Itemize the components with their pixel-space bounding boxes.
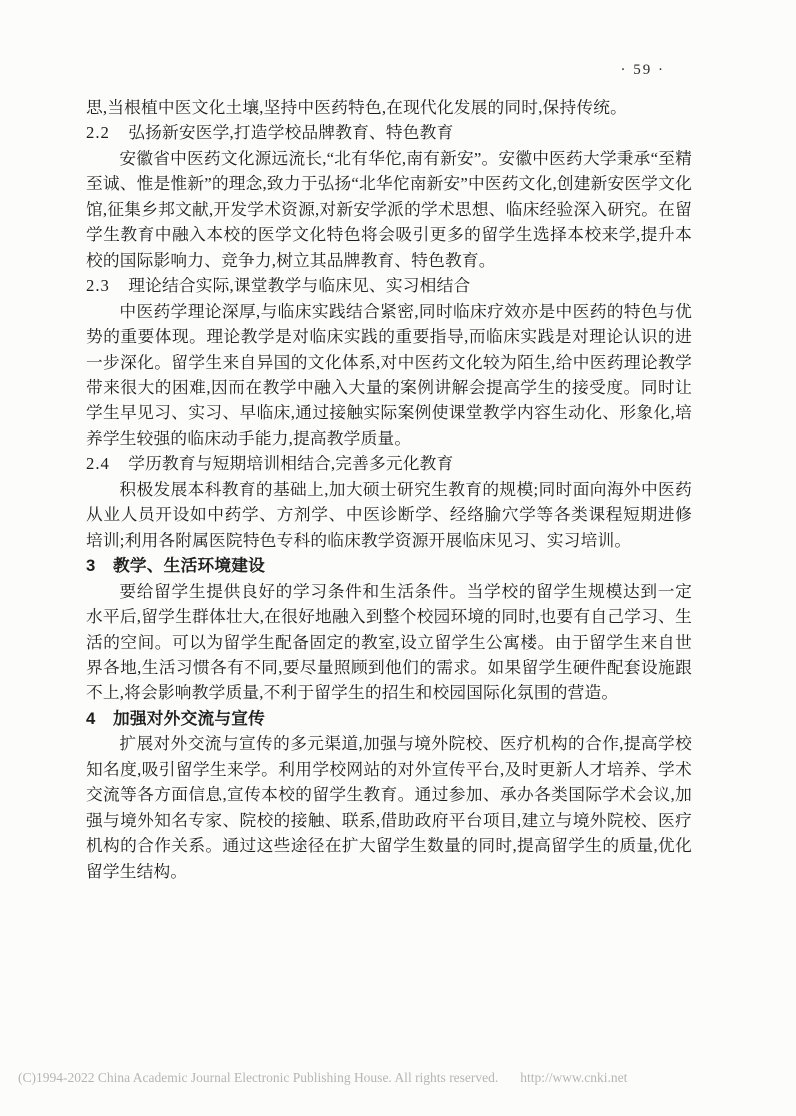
cnki-url: http://www.cnki.net [520,1070,628,1085]
article-body [86,95,692,884]
paragraph: 要给留学生提供良好的学习条件和生活条件。当学校的留学生规模达到一定水平后,留学生群体壮大,在很好地融入到整个校园环境的同时,也要有自己学习、生活的空间。可以为留学生配备固定的教室,设立留学生公寓楼。由于留学生来自世界各地,生活习惯各有不同,要尽量照顾到他们的需求。如果留学生硬件配套设施跟不上,将会影响教学质量,不利于留学生的招生和校园国际化氛围的营造。 [86,581,692,703]
section-title: 加强对外交流与宣传 [113,708,266,728]
subsection-title: 理论结合实际,课堂教学与临床见、实习相结合 [128,276,471,296]
paragraph: 中医药学理论深厚,与临床实践结合紧密,同时临床疗效亦是中医药的特色与优势的重要体现。理论教学是对临床实践的重要指导,而临床实践是对理论认识的进一步深化。留学生来自异国的文化体系,对中医药文化较为陌生,给中医药理论教学带来很大的困难,因而在教学中融入大量的案例讲解会提高学生的接受度。同时让学生早见习、实习、早临床,通过接触实际案例使课堂教学内容生动化、形象化,培养学生较强的临床动手能力,提高教学质量。 [86,301,692,448]
subsection-number: 2.4 [86,454,110,474]
subsection-title: 弘扬新安医学,打造学校品牌教育、特色教育 [128,123,454,143]
subsection-number: 2.3 [86,276,110,296]
section-number: 3 [86,556,96,576]
subsection-number: 2.2 [86,123,110,143]
cnki-footer [18,1070,778,1086]
section-title: 教学、生活环境建设 [113,556,266,576]
subsection-heading-2-4 [86,451,692,476]
paragraph-continued: 思,当根植中医文化土壤,坚持中医药特色,在现代化发展的同时,保持传统。 [86,98,627,117]
section-heading-3 [86,553,692,578]
paragraph: 安徽省中医药文化源远流长,“北有华佗,南有新安”。安徽中医药大学秉承“至精至诚、惟是惟新”的理念,致力于弘扬“北华佗南新安”中医药文化,创建新安医学文化馆,征集乡邦文献,开发学术资源,对新安学派的学术思想、临床经验深入研究。在留学生教育中融入本校的医学文化特色将会吸引更多的留学生选择本校来学,提升本校的国际影响力、竞争力,树立其品牌教育、特色教育。 [86,148,692,270]
subsection-heading-2-3 [86,273,692,298]
paragraph: 扩展对外交流与宣传的多元渠道,加强与境外院校、医疗机构的合作,提高学校知名度,吸引留学生来学。利用学校网站的对外宣传平台,及时更新人才培养、学术交流等各方面信息,宣传本校的留学生教育。通过参加、承办各类国际学术会议,加强与境外知名专家、院校的接触、联系,借助政府平台项目,建立与境外院校、医疗机构的合作关系。通过这些途径在扩大留学生数量的同时,提高留学生的质量,优化留学生结构。 [86,734,692,881]
copyright-notice: (C)1994-2022 China Academic Journal Electronic Publishing House. All rights reserved. [18,1070,499,1085]
subsection-heading-2-2 [86,120,692,145]
section-number: 4 [86,708,96,728]
paragraph: 积极发展本科教育的基础上,加大硕士研究生教育的规模;同时面向海外中医药从业人员开设如中药学、方剂学、中医诊断学、经络腧穴学等各类课程短期进修培训;利用各附属医院特色专科的临床教学资源开展临床见习、实习培训。 [86,479,692,550]
section-heading-4 [86,706,692,731]
subsection-title: 学历教育与短期培训相结合,完善多元化教育 [128,454,454,474]
page-number: · 59 · [620,62,665,78]
